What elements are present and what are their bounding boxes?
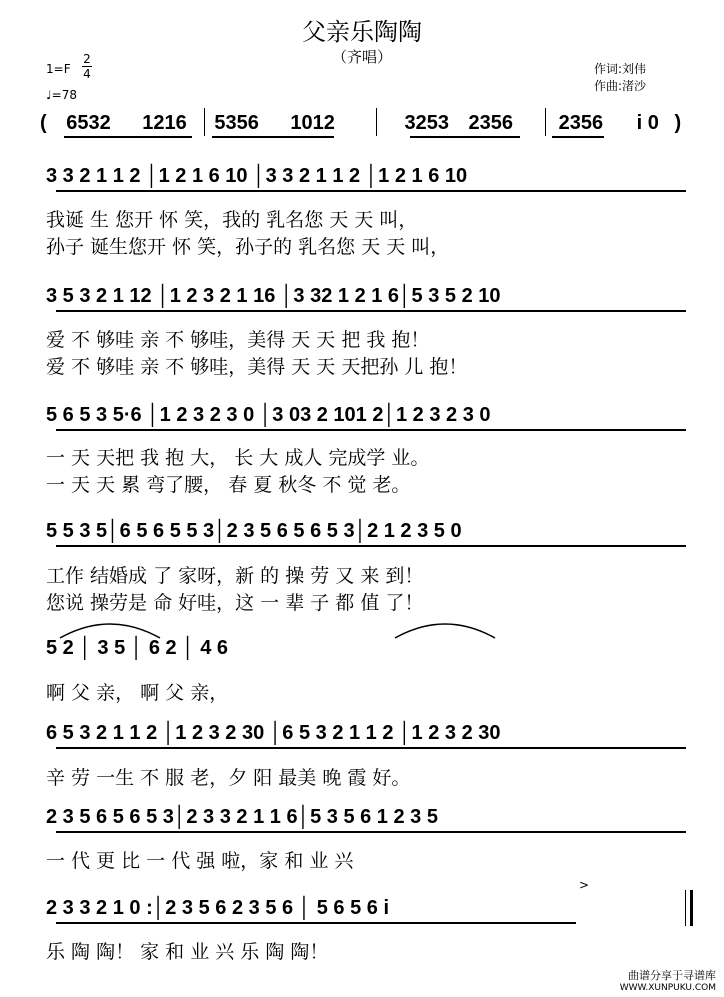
lyrics-row-8: 乐 陶 陶！ 家 和 业 兴 乐 陶 陶！ (46, 941, 329, 963)
lyricist-credit: 作词:刘伟 (594, 62, 647, 76)
song-subtitle: （齐唱） (331, 48, 392, 66)
beam-underline (212, 136, 334, 138)
beam-underline (56, 190, 686, 192)
beam-underline (56, 922, 576, 924)
lyrics-row-6: 辛 劳 一生 不 服 老，夕 阳 最美 晚 霞 好。 (46, 767, 411, 789)
beam-underline (552, 136, 604, 138)
beam-underline (64, 136, 192, 138)
notation-row-5: 5 2 │ 3 5 │ 6 2 │ 4 6 (46, 637, 229, 659)
lyrics-row-5: 啊 父 亲， 啊 父 亲， (46, 682, 229, 704)
composer-credit: 作曲:渚沙 (594, 79, 647, 93)
lyrics-row-1-verse-1: 我诞 生 您开 怀 笑，我的 乳名您 天 天 叫， (46, 209, 418, 231)
notation-row-1: 3 3 2 1 1 2 │1 2 1 6 10 │3 3 2 1 1 2 │1 2 1 6 10 (46, 165, 468, 187)
key-signature: 1=F (46, 62, 71, 76)
notation-row-2: 3 5 3 2 1 12 │1 2 3 2 1 16 │3 32 1 2 1 6│5 3 5 2 10 (46, 285, 501, 307)
time-signature: 2 4 (83, 52, 91, 81)
beam-underline (56, 310, 686, 312)
lyrics-row-3-verse-2: 一 天 天 累 弯了腰， 春 夏 秋冬 不 觉 老。 (46, 474, 411, 496)
final-barline-thin (685, 890, 686, 926)
notation-row-3: 5 6 5 3 5·6 │1 2 3 2 3 0 │3 03 2 101 2│1 2 3 2 3 0 (46, 404, 491, 426)
tempo-marking: ♩=78 (46, 88, 77, 102)
lyrics-row-2-verse-2: 爱 不 够哇 亲 不 够哇，美得 天 天 天把孙 儿 抱！ (46, 356, 468, 378)
lyrics-row-1-verse-2: 孙子 诞生您开 怀 笑，孙子的 乳名您 天 天 叫， (46, 236, 450, 258)
slur-arcs (50, 612, 690, 642)
accent-mark: > (579, 878, 590, 892)
beam-underline (410, 136, 520, 138)
barline (545, 108, 546, 136)
barline (204, 108, 205, 136)
lyrics-row-2-verse-1: 爱 不 够哇 亲 不 够哇，美得 天 天 把 我 抱！ (46, 329, 430, 351)
lyrics-row-4-verse-2: 您说 操劳是 命 好哇，这 一 辈 子 都 值 了！ (46, 592, 424, 614)
beam-underline (56, 545, 686, 547)
barline (376, 108, 377, 136)
watermark: 曲谱分享于寻谱库 WWW.XUNPUKU.COM (619, 969, 716, 993)
lyrics-row-3-verse-1: 一 天 天把 我 抱 大， 长 大 成人 完成学 业。 (46, 447, 430, 469)
notation-row-8: 2 3 3 2 1 0 :│2 3 5 6 2 3 5 6 │ 5 6 5 6 i (46, 897, 390, 919)
notation-row-4: 5 5 3 5│6 5 6 5 5 3│2 3 5 6 5 6 5 3│2 1 2 3 5 0 (46, 520, 462, 542)
beam-underline (56, 429, 686, 431)
lyrics-row-7: 一 代 更 比 一 代 强 啦，家 和 业 兴 (46, 850, 354, 872)
beam-underline (56, 747, 686, 749)
final-barline (690, 890, 693, 926)
intro-line: ( 6532 1216 5356 1012 3253 2356 2356 i 0 ) (40, 112, 682, 134)
notation-row-7: 2 3 5 6 5 6 5 3│2 3 3 2 1 1 6│5 3 5 6 1 2 3 5 (46, 806, 438, 828)
notation-row-6: 6 5 3 2 1 1 2 │1 2 3 2 30 │6 5 3 2 1 1 2 │1 2 3 2 30 (46, 722, 501, 744)
lyrics-row-4-verse-1: 工作 结婚成 了 家呀，新 的 操 劳 又 来 到！ (46, 565, 424, 587)
song-title: 父亲乐陶陶 (302, 18, 422, 46)
beam-underline (56, 831, 686, 833)
